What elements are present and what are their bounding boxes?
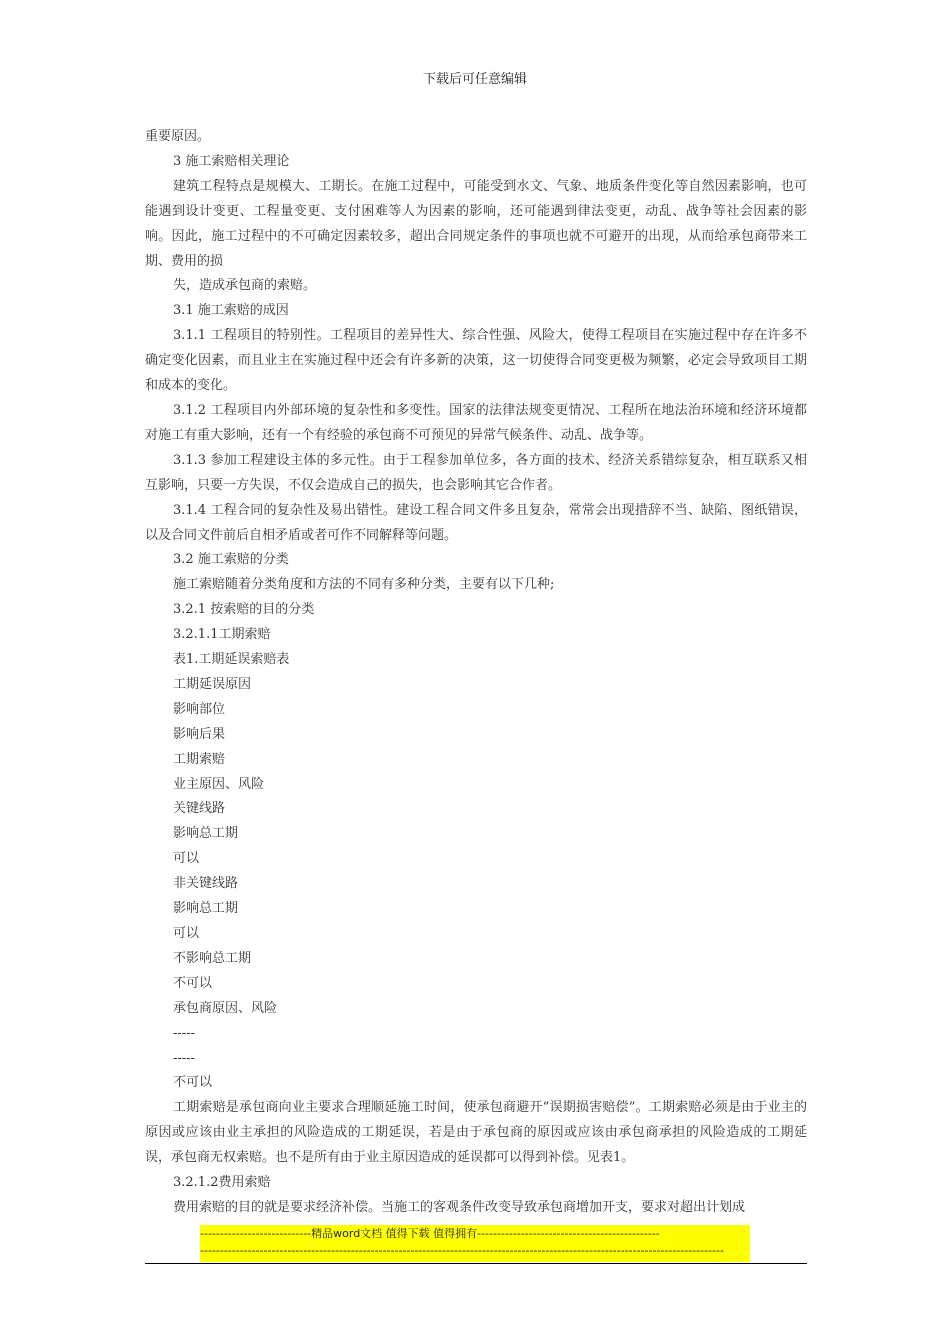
table-caption: 表1.工期延误索赔表	[173, 652, 290, 668]
table-cell: 承包商原因、风险	[173, 1000, 278, 1016]
section-heading: 3.2.1.2费用索赔	[173, 1175, 271, 1191]
section-heading: 3.1 施工索赔的成因	[173, 303, 289, 319]
footer-banner	[200, 1225, 750, 1262]
table-cell: 影响部位	[173, 701, 226, 717]
footer-rule	[145, 1263, 807, 1264]
table-cell: 影响后果	[173, 726, 226, 742]
table-cell: 工期索赔	[173, 751, 226, 767]
section-heading: 3 施工索赔相关理论	[173, 153, 290, 169]
banner-line: ------------------------------------------------------------------------------------------------------------------------------------	[200, 1244, 724, 1257]
document-body	[145, 125, 807, 1221]
paragraph: 施工索赔随着分类角度和方法的不同有多种分类，主要有以下几种;	[173, 577, 555, 593]
table-cell: 影响总工期	[173, 901, 239, 917]
table-cell: 非关键线路	[173, 876, 239, 892]
paragraph: 3.1.2 工程项目内外部环境的复杂性和多变性。国家的法律法规变更情况、工程所在地法治环境和经济环境都对施工有重大影响，还有一个有经验的承包商不可预见的异常气候条件、动乱、战争等。	[145, 402, 807, 443]
table-cell: 影响总工期	[173, 826, 239, 842]
section-heading: 3.2 施工索赔的分类	[173, 552, 289, 568]
table-cell: 不可以	[173, 1075, 213, 1091]
section-heading: 3.2.1.1工期索赔	[173, 627, 271, 643]
table-cell: -----	[173, 1050, 195, 1066]
table-cell: 工期延误原因	[173, 676, 252, 692]
page-header: 下载后可任意编辑	[422, 72, 527, 87]
table-cell: 业主原因、风险	[173, 776, 265, 792]
paragraph: 重要原因。	[145, 129, 211, 144]
paragraph: 工期索赔是承包商向业主要求合理顺延施工时间，使承包商避开“误期损害赔偿”。工期索赔必须是由于业主的原因或应该由业主承担的风险造成的工期延误，若是由于承包商的原因或应该由承包商承担的风险造成的工期延误，承包商无权索赔。也不是所有由于业主原因造成的延误都可以得到补偿。见表1。	[145, 1100, 807, 1166]
table-cell: 可以	[173, 851, 200, 867]
paragraph: 失，造成承包商的索赔。	[173, 278, 317, 294]
paragraph: 3.1.4 工程合同的复杂性及易出错性。建设工程合同文件多且复杂，常常会出现措辞不当、缺陷、图纸错误，以及合同文件前后自相矛盾或者可作不同解释等问题。	[145, 502, 807, 543]
paragraph: 3.1.3 参加工程建设主体的多元性。由于工程参加单位多，各方面的技术、经济关系错综复杂，相互联系又相互影响，只要一方失误，不仅会造成自己的损失，也会影响其它合作者。	[145, 452, 807, 493]
table-cell: 不影响总工期	[173, 950, 252, 966]
paragraph: 3.1.1 工程项目的特别性。工程项目的差异性大、综合性强、风险大，使得工程项目在实施过程中存在许多不确定变化因素，而且业主在实施过程中还会有许多新的决策，这一切使得合同变更极为频繁，必定会导致项目工期和成本的变化。	[145, 328, 807, 394]
paragraph: 建筑工程特点是规模大、工期长。在施工过程中，可能受到水文、气象、地质条件变化等自然因素影响，也可能遇到设计变更、工程量变更、支付困难等人为因素的影响，还可能遇到律法变更，动乱、战争等社会因素的影响。因此，施工过程中的不可确定因素较多，超出合同规定条件的事项也就不可避开的出现，从而给承包商带来工期、费用的损	[145, 178, 807, 269]
table-cell: 可以	[173, 926, 200, 941]
table-cell: -----	[173, 1025, 195, 1041]
table-cell: 不可以	[173, 975, 213, 991]
banner-line: ----------------------------精品word文档 值得下载 值得拥有----------------------------------------------	[200, 1227, 660, 1240]
paragraph: 费用索赔的目的就是要求经济补偿。当施工的客观条件改变导致承包商增加开支，要求对超出计划成	[173, 1199, 746, 1215]
table-cell: 关键线路	[173, 801, 226, 817]
section-heading: 3.2.1 按索赔的目的分类	[173, 602, 315, 618]
